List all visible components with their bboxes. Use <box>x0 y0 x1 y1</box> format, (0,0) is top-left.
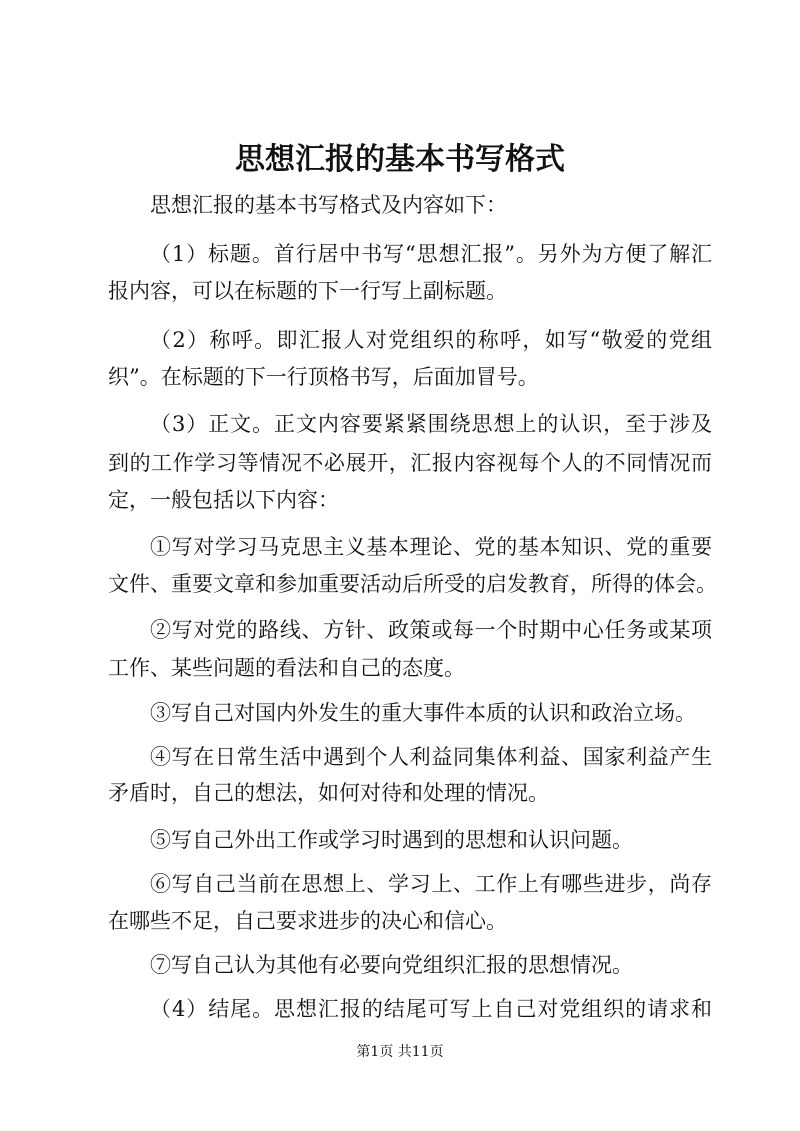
text-line: ⑥写自己当前在思想上、学习上、工作上有哪些进步，尚存 <box>150 872 712 896</box>
text-line: 报内容，可以在标题的下一行写上副标题。 <box>108 279 507 303</box>
text-line: ③写自己对国内外发生的重大事件本质的认识和政治立场。 <box>150 701 696 725</box>
text-line: （2）称呼。即汇报人对党组织的称呼，如写“敬爱的党组 <box>150 328 712 352</box>
text-line: ⑤写自己外出工作或学习时遇到的思想和认识问题。 <box>150 828 633 852</box>
text-line: 在哪些不足，自己要求进步的决心和信心。 <box>108 909 507 933</box>
text-line: ②写对党的路线、方针、政策或每一个时期中心任务或某项 <box>150 618 712 642</box>
text-line: 矛盾时，自己的想法，如何对待和处理的情况。 <box>108 781 549 805</box>
text-line: ①写对学习马克思主义基本理论、党的基本知识、党的重要 <box>150 535 712 559</box>
text-line: 定，一般包括以下内容： <box>108 488 339 512</box>
text-line: 织”。在标题的下一行顶格书写，后面加冒号。 <box>108 365 539 389</box>
document-title: 思想汇报的基本书写格式 <box>235 142 565 177</box>
text-line: 到的工作学习等情况不必展开，汇报内容视每个人的不同情况而 <box>108 451 712 475</box>
text-line: 文件、重要文章和参加重要活动后所受的启发教育，所得的体会。 <box>108 572 717 596</box>
text-line: 工作、某些问题的看法和自己的态度。 <box>108 656 465 680</box>
text-line: （4）结尾。思想汇报的结尾可写上自己对党组织的请求和 <box>150 997 712 1021</box>
text-line: 思想汇报的基本书写格式及内容如下： <box>150 193 507 217</box>
page-footer: 第1页 共11页 <box>356 1044 444 1060</box>
text-line: ④写在日常生活中遇到个人利益同集体利益、国家利益产生 <box>150 745 712 769</box>
text-line: （3）正文。正文内容要紧紧围绕思想上的认识，至于涉及 <box>150 412 712 436</box>
text-line: （1）标题。首行居中书写“思想汇报”。另外为方便了解汇 <box>150 242 712 266</box>
text-line: ⑦写自己认为其他有必要向党组织汇报的思想情况。 <box>150 953 633 977</box>
